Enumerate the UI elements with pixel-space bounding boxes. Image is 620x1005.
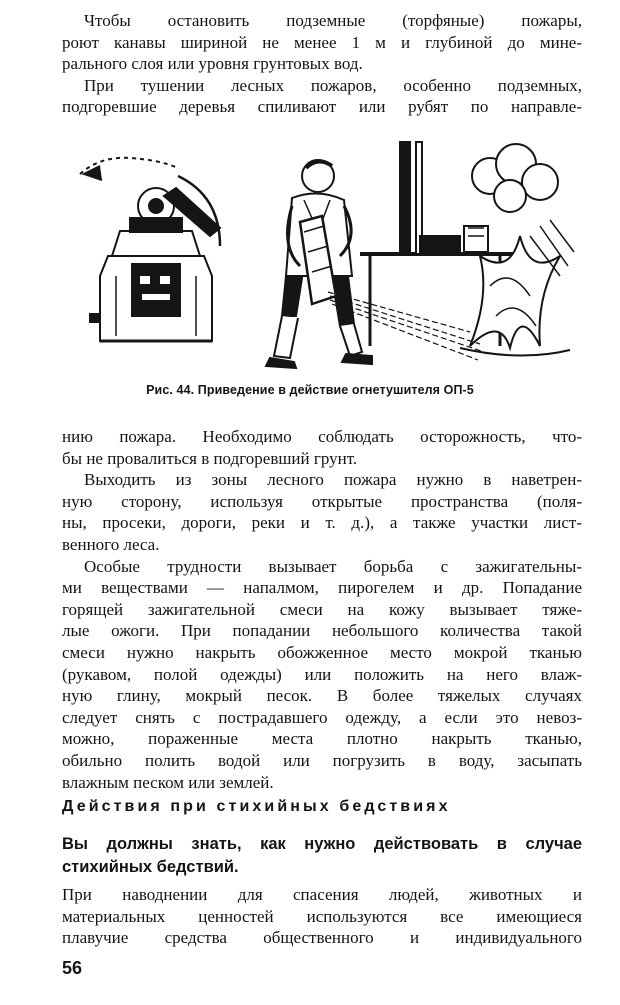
section-heading: Действия при стихийных бедствиях bbox=[62, 798, 451, 815]
text-line: Выходить из зоны лесного пожара нужно в наветрен- bbox=[84, 470, 582, 490]
text-line: При тушении лесных пожаров, особенно подземных, bbox=[84, 75, 582, 95]
text-line: бы не провалиться в подгоревший грунт. bbox=[62, 448, 358, 468]
text-line: При наводнении для спасения людей, животных и bbox=[62, 885, 582, 904]
fire-extinguisher-illustration bbox=[60, 136, 580, 376]
text-line: ную сторону, используя открытые пространства (поля- bbox=[62, 491, 582, 511]
text-line: Особые трудности вызывает борьба с зажигательны- bbox=[84, 556, 582, 576]
text-line: лые ожоги. При попадании небольшого количества такой bbox=[62, 621, 582, 641]
text-line: стихийных бедствий. bbox=[62, 858, 239, 876]
text-line: влажным песком или землей. bbox=[62, 772, 274, 792]
bottom-text-block bbox=[62, 884, 582, 949]
text-line: горящей зажигательной смеси на кожу вызывает тяже- bbox=[62, 599, 582, 619]
text-line: ны, просеки, дороги, реки и т. д.), а также участки лист- bbox=[62, 513, 582, 533]
text-line: рального слоя или уровня грунтовых вод. bbox=[62, 54, 363, 74]
text-line: можно, пораженные места плотно накрыть тканью, bbox=[62, 729, 582, 749]
text-line: следует снять с пострадавшего одежду, а если это невоз- bbox=[62, 707, 582, 727]
text-line: ную глину, мокрый песок. В более тяжелых случаях bbox=[62, 686, 582, 706]
text-line: (рукавом, полой одежды) или положить на него влаж- bbox=[62, 664, 582, 684]
figure-caption: Рис. 44. Приведение в действие огнетушителя ОП-5 bbox=[146, 383, 474, 397]
text-line: Вы должны знать, как нужно действовать в случае bbox=[62, 835, 582, 853]
text-line: смеси нужно накрыть обожженное место мокрой тканью bbox=[62, 642, 582, 662]
text-line: обильно полить водой или погрузить в воду, засыпать bbox=[62, 750, 582, 770]
text-line: плавучие средства общественного и индивидуального bbox=[62, 928, 582, 948]
text-line: нию пожара. Необходимо соблюдать осторожность, что- bbox=[62, 427, 582, 446]
text-line: роют канавы шириной не менее 1 м и глубиной до мине- bbox=[62, 32, 582, 52]
text-line: подгоревшие деревья спиливают или рубят по направле- bbox=[62, 97, 582, 117]
text-line: Чтобы остановить подземные (торфяные) пожары, bbox=[84, 11, 582, 30]
top-text-block bbox=[62, 10, 582, 118]
page-number: 56 bbox=[62, 958, 83, 978]
text-line: ми веществами — напалмом, пирогелем и др. Попадание bbox=[62, 578, 582, 598]
text-line: венного леса. bbox=[62, 534, 160, 554]
text-line: материальных ценностей используются все имеющиеся bbox=[62, 906, 582, 926]
section-intro bbox=[62, 833, 582, 879]
middle-text-block bbox=[62, 426, 582, 793]
